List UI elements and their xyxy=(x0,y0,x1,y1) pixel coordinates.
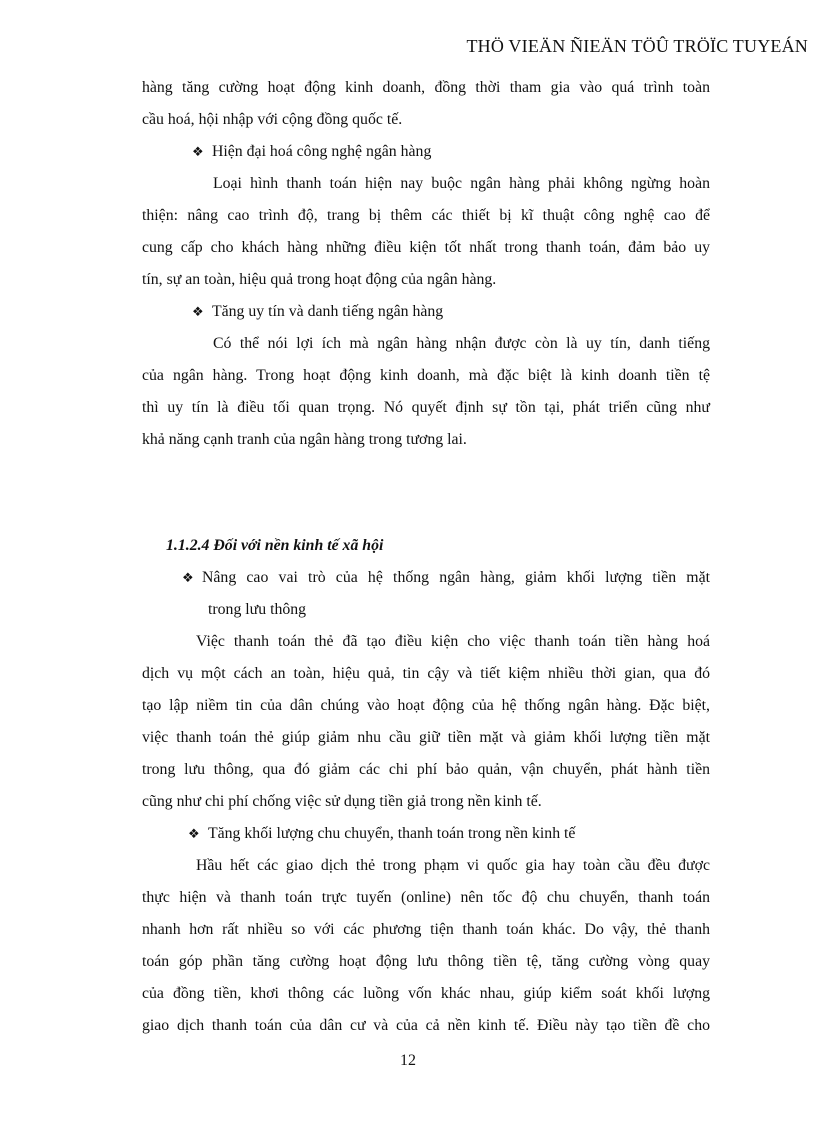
paragraph-line: giao dịch thanh toán của dân cư và của cả nền kinh tế. Điều này tạo tiền đề cho xyxy=(142,1017,710,1034)
paragraph-line: tín, sự an toàn, hiệu quả trong hoạt động của ngân hàng. xyxy=(142,271,497,288)
paragraph-line: cung cấp cho khách hàng những điều kiện tốt nhất trong thanh toán, đảm bảo uy xyxy=(142,239,710,256)
paragraph-line: tạo lập niềm tin của dân chúng vào hoạt động của hệ thống ngân hàng. Đặc biệt, xyxy=(142,697,710,714)
page-number: 12 xyxy=(400,1052,416,1069)
bullet-item xyxy=(188,824,575,845)
paragraph-line: trong lưu thông, qua đó giảm các chi phí bảo quản, vận chuyển, phát hành tiền xyxy=(142,761,710,778)
diamond-bullet-icon: ❖ xyxy=(188,827,200,842)
paragraph-line: khả năng cạnh tranh của ngân hàng trong tương lai. xyxy=(142,431,467,448)
paragraph-line: cũng như chi phí chống việc sử dụng tiền giả trong nền kinh tế. xyxy=(142,793,542,810)
paragraph-line: Hầu hết các giao dịch thẻ trong phạm vi quốc gia hay toàn cầu đều được xyxy=(196,857,710,874)
diamond-bullet-icon: ❖ xyxy=(192,145,204,160)
bullet-title: Nâng cao vai trò của hệ thống ngân hàng, giảm khối lượng tiền mặt xyxy=(202,569,710,586)
paragraph-line: hàng tăng cường hoạt động kinh doanh, đồng thời tham gia vào quá trình toàn xyxy=(142,79,710,96)
paragraph-line: Việc thanh toán thẻ đã tạo điều kiện cho việc thanh toán tiền hàng hoá xyxy=(196,633,710,650)
bullet-title: Hiện đại hoá công nghệ ngân hàng xyxy=(212,143,432,160)
diamond-bullet-icon: ❖ xyxy=(182,571,194,586)
bullet-title: Tăng uy tín và danh tiếng ngân hàng xyxy=(212,303,444,320)
paragraph-line: Loại hình thanh toán hiện nay buộc ngân hàng phải không ngừng hoàn xyxy=(213,175,710,192)
paragraph-line: việc thanh toán thẻ giúp giảm nhu cầu giữ tiền mặt và giảm khối lượng tiền mặt xyxy=(142,729,710,746)
paragraph-line: thiện: nâng cao trình độ, trang bị thêm các thiết bị kĩ thuật công nghệ cao để xyxy=(142,207,710,224)
page-header-title: THÖ VIEÄN ÑIEÄN TÖÛ TRÖÏC TUYEÁN xyxy=(466,36,808,56)
bullet-item xyxy=(192,302,443,323)
paragraph-line: thực hiện và thanh toán trực tuyến (online) nên tốc độ chu chuyển, thanh toán xyxy=(142,889,710,906)
bullet-title: Tăng khối lượng chu chuyển, thanh toán trong nền kinh tế xyxy=(208,825,576,842)
section-heading: 1.1.2.4 Đối với nền kinh tế xã hội xyxy=(166,537,384,554)
paragraph-line: nhanh hơn rất nhiều so với các phương tiện thanh toán khác. Do vậy, thẻ thanh xyxy=(142,921,710,938)
diamond-bullet-icon: ❖ xyxy=(192,305,204,320)
paragraph-line: của đồng tiền, khơi thông các luồng vốn khác nhau, giúp kiểm soát khối lượng xyxy=(142,985,710,1002)
bullet-item xyxy=(182,568,710,589)
paragraph-line: dịch vụ một cách an toàn, hiệu quả, tin cậy và tiết kiệm nhiều thời gian, qua đó xyxy=(142,665,710,682)
bullet-item xyxy=(192,142,431,163)
paragraph-line: Có thể nói lợi ích mà ngân hàng nhận được còn là uy tín, danh tiếng xyxy=(213,335,710,352)
paragraph-line: toán góp phần tăng cường hoạt động lưu thông tiền tệ, tăng cường vòng quay xyxy=(142,953,710,970)
paragraph-line: của ngân hàng. Trong hoạt động kinh doanh, mà đặc biệt là kinh doanh tiền tệ xyxy=(142,367,710,384)
paragraph-line: cầu hoá, hội nhập với cộng đồng quốc tế. xyxy=(142,111,403,128)
paragraph-line: thì uy tín là điều tối quan trọng. Nó quyết định sự tồn tại, phát triển cũng như xyxy=(142,399,710,416)
bullet-title-continuation: trong lưu thông xyxy=(208,601,307,618)
